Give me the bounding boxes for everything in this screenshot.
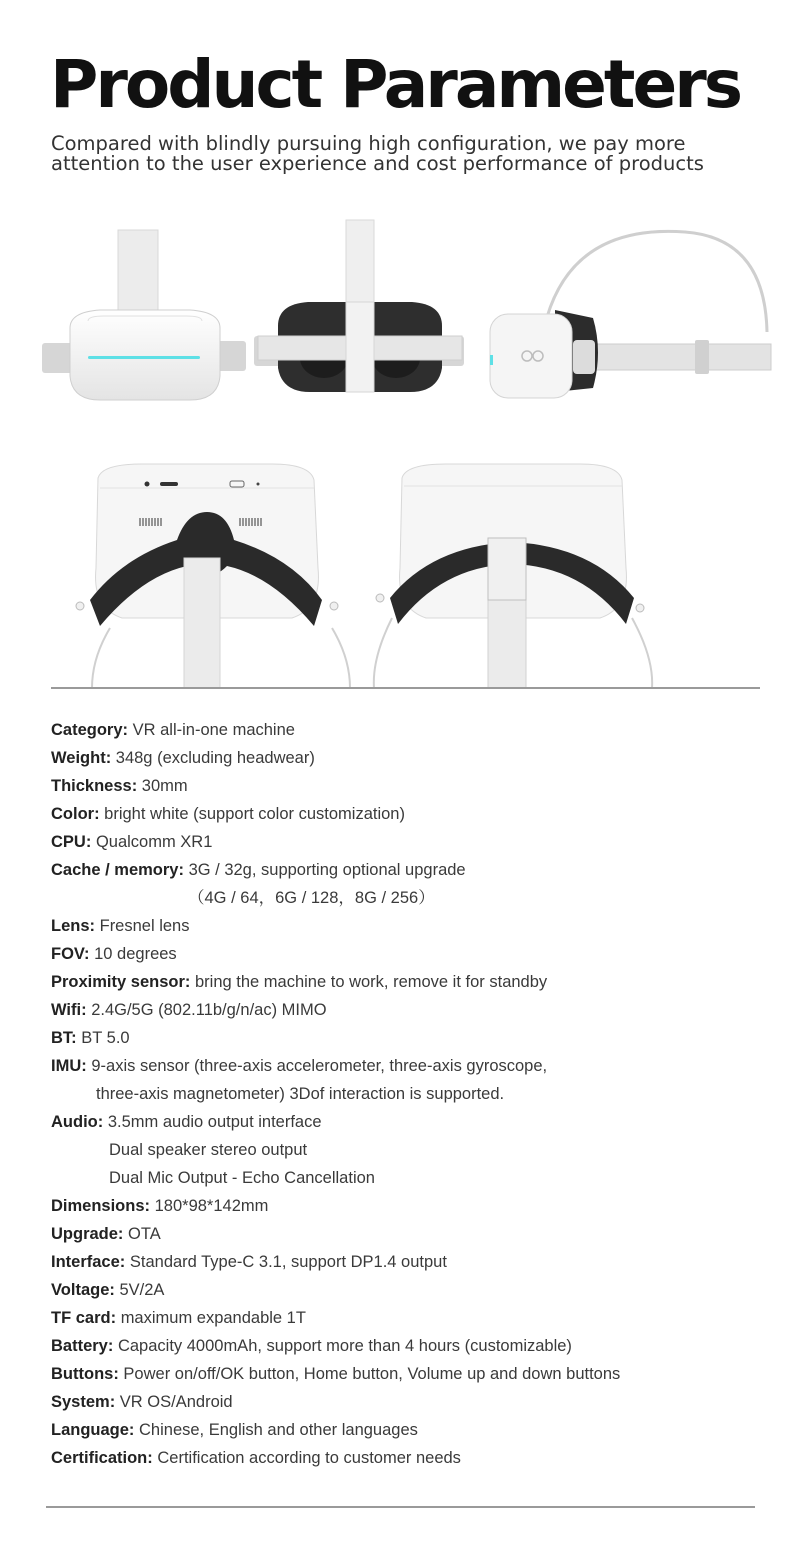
spec-battery: Battery: Capacity 4000mAh, support more than 4 hours (customizable): [51, 1337, 572, 1355]
spec-tf-card: TF card: maximum expandable 1T: [51, 1309, 306, 1327]
page-subtitle: Compared with blindly pursuing high configuration, we pay more attention to the user experience and cost performance of products: [51, 132, 704, 175]
spec-color: Color: bright white (support color customization): [51, 805, 405, 823]
spec-dimensions: Dimensions: 180*98*142mm: [51, 1197, 269, 1215]
spec-voltage: Voltage: 5V/2A: [51, 1281, 165, 1299]
spec-thickness: Thickness: 30mm: [51, 777, 188, 795]
spec-buttons: Buttons: Power on/off/OK button, Home button, Volume up and down buttons: [51, 1365, 621, 1383]
spec-cpu: CPU: Qualcomm XR1: [51, 833, 213, 851]
spec-audio-mic: Dual Mic Output - Echo Cancellation: [109, 1169, 375, 1187]
top-divider: [51, 687, 760, 689]
spec-lens: Lens: Fresnel lens: [51, 917, 190, 935]
bottom-divider: [46, 1506, 755, 1508]
headset-top-back-view-image: [362, 458, 662, 688]
headset-back-view-image: [252, 218, 467, 398]
spec-list: [51, 716, 771, 1472]
spec-bt: BT: BT 5.0: [51, 1029, 130, 1047]
spec-audio: Audio: 3.5mm audio output interface: [51, 1113, 322, 1131]
spec-cache-memory: Cache / memory: 3G / 32g, supporting optional upgrade: [51, 861, 466, 879]
spec-fov: FOV: 10 degrees: [51, 945, 177, 963]
spec-wifi: Wifi: 2.4G/5G (802.11b/g/n/ac) MIMO: [51, 1001, 327, 1019]
spec-imu-continued: three-axis magnetometer) 3Dof interaction is supported.: [96, 1085, 505, 1103]
spec-language: Language: Chinese, English and other languages: [51, 1421, 418, 1439]
spec-imu: IMU: 9-axis sensor (three-axis accelerometer, three-axis gyroscope,: [51, 1057, 548, 1075]
spec-interface: Interface: Standard Type-C 3.1, support DP1.4 output: [51, 1253, 447, 1271]
spec-certification: Certification: Certification according to customer needs: [51, 1449, 461, 1467]
spec-weight: Weight: 348g (excluding headwear): [51, 749, 315, 767]
spec-category: Category: VR all-in-one machine: [51, 721, 295, 739]
headset-top-ports-view-image: [52, 458, 352, 688]
spec-system: System: VR OS/Android: [51, 1393, 233, 1411]
spec-audio-speaker: Dual speaker stereo output: [109, 1141, 308, 1159]
page-title: Product Parameters: [50, 46, 741, 123]
spec-upgrade: Upgrade: OTA: [51, 1225, 161, 1243]
spec-cache-memory-options: （4G / 64，6G / 128，8G / 256）: [188, 889, 435, 907]
headset-front-view-image: [40, 228, 250, 408]
headset-side-view-image: [485, 222, 775, 407]
spec-proximity-sensor: Proximity sensor: bring the machine to work, remove it for standby: [51, 973, 548, 991]
